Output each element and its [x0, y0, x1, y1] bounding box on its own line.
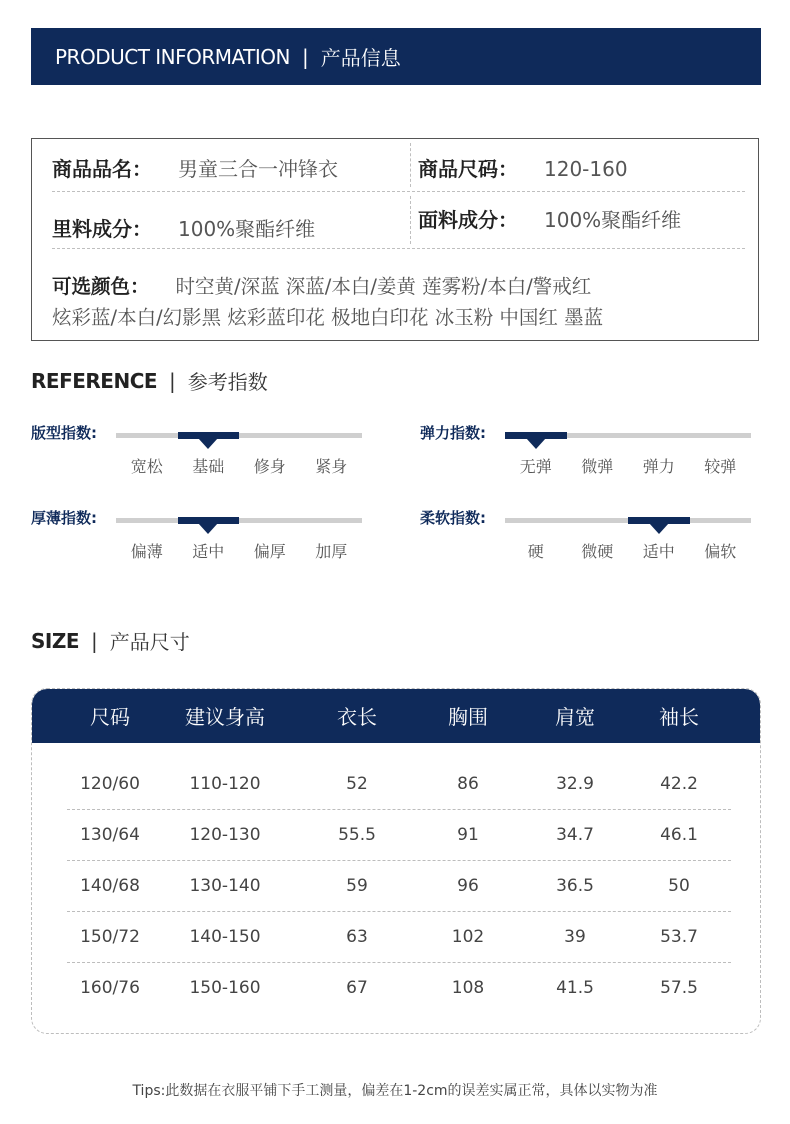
colors-label: 可选颜色： — [52, 275, 150, 298]
index-option: 弹力 — [642, 457, 675, 476]
cell-length: 63 — [346, 927, 368, 947]
cell-height: 110-120 — [189, 774, 261, 794]
product-info-table — [31, 138, 759, 341]
cell-length: 55.5 — [338, 825, 376, 845]
reference-separator: | — [169, 368, 176, 393]
product-name-label: 商品品名： — [52, 157, 152, 181]
cell-size: 130/64 — [80, 825, 140, 845]
fabric-value: 100%聚酯纤维 — [544, 208, 682, 232]
cell-height: 130-140 — [189, 876, 261, 896]
size-section-title — [31, 626, 190, 655]
table-row — [67, 759, 731, 810]
tips-note: Tips:此数据在衣服平铺下手工测量，偏差在1-2cm的误差实属正常，具体以实物为准 — [132, 1083, 658, 1099]
thickness-index — [31, 507, 371, 577]
cell-sleeve: 57.5 — [660, 978, 698, 998]
banner-title-en: PRODUCT INFORMATION — [55, 44, 290, 69]
index-option: 偏薄 — [130, 542, 163, 561]
fit-index — [31, 422, 371, 492]
index-option: 偏厚 — [253, 542, 286, 561]
index-track — [116, 433, 362, 438]
cell-length: 59 — [346, 876, 368, 896]
index-name: 版型指数: — [31, 424, 97, 442]
cell-sleeve: 46.1 — [660, 825, 698, 845]
index-option: 宽松 — [130, 457, 163, 476]
cell-shoulder: 36.5 — [556, 876, 594, 896]
cell-sleeve: 50 — [668, 876, 690, 896]
cell-height: 140-150 — [189, 927, 261, 947]
index-marker — [198, 438, 218, 449]
cell-length: 67 — [346, 978, 368, 998]
cell-length: 52 — [346, 774, 368, 794]
table-row — [67, 963, 731, 1013]
banner-title-cn: 产品信息 — [320, 46, 401, 70]
cell-shoulder: 34.7 — [556, 825, 594, 845]
index-option: 基础 — [192, 457, 225, 476]
product-size-label: 商品尺码： — [418, 157, 518, 181]
cell-chest: 108 — [451, 978, 485, 998]
lining-value: 100%聚酯纤维 — [178, 217, 316, 241]
info-divider — [410, 196, 411, 244]
header-chest: 胸围 — [448, 705, 488, 729]
fabric-label: 面料成分： — [418, 208, 518, 232]
product-size-cell — [418, 153, 628, 182]
index-option: 修身 — [253, 457, 286, 476]
elasticity-index — [420, 422, 760, 492]
lining-cell — [52, 213, 315, 242]
size-separator: | — [91, 628, 98, 653]
colors-line-1: 时空黄/深蓝 深蓝/本白/姜黄 莲雾粉/本白/警戒红 — [175, 275, 592, 298]
cell-shoulder: 39 — [564, 927, 586, 947]
reference-title-en: REFERENCE — [31, 368, 158, 393]
header-length: 衣长 — [337, 705, 377, 729]
cell-size: 120/60 — [80, 774, 140, 794]
index-option: 较弹 — [704, 457, 737, 476]
table-row — [67, 912, 731, 963]
index-track — [116, 518, 362, 523]
colors-line-2: 炫彩蓝/本白/幻影黑 炫彩蓝印花 极地白印花 冰玉粉 中国红 墨蓝 — [52, 306, 604, 329]
softness-index — [420, 507, 760, 577]
reference-section-title — [31, 366, 268, 395]
cell-height: 120-130 — [189, 825, 261, 845]
info-divider — [410, 143, 411, 187]
cell-sleeve: 42.2 — [660, 774, 698, 794]
index-name: 厚薄指数: — [31, 509, 97, 527]
size-table-header — [32, 689, 760, 743]
size-table — [31, 688, 761, 1034]
index-name: 柔软指数: — [420, 509, 486, 527]
size-title-cn: 产品尺寸 — [109, 630, 190, 654]
cell-chest: 102 — [451, 927, 485, 947]
cell-shoulder: 32.9 — [556, 774, 594, 794]
header-height: 建议身高 — [185, 705, 265, 729]
cell-size: 150/72 — [80, 927, 140, 947]
index-option: 微硬 — [581, 542, 614, 561]
index-option: 微弹 — [581, 457, 614, 476]
index-option: 偏软 — [704, 542, 737, 561]
index-option: 适中 — [192, 542, 225, 561]
index-marker — [526, 438, 546, 449]
header-shoulder: 肩宽 — [555, 705, 595, 729]
cell-sleeve: 53.7 — [660, 927, 698, 947]
fabric-cell — [418, 204, 681, 233]
cell-chest: 86 — [457, 774, 479, 794]
index-name: 弹力指数: — [420, 424, 486, 442]
size-title-en: SIZE — [31, 628, 80, 653]
index-option: 适中 — [642, 542, 675, 561]
product-info-banner — [31, 28, 761, 85]
cell-size: 140/68 — [80, 876, 140, 896]
available-colors — [52, 271, 603, 333]
index-marker — [649, 523, 669, 534]
header-size: 尺码 — [90, 705, 130, 729]
index-marker — [198, 523, 218, 534]
cell-height: 150-160 — [189, 978, 261, 998]
index-option: 紧身 — [315, 457, 348, 476]
banner-separator: | — [301, 44, 309, 69]
product-name-cell — [52, 153, 338, 182]
cell-chest: 96 — [457, 876, 479, 896]
lining-label: 里料成分： — [52, 217, 152, 241]
info-row-materials — [52, 192, 745, 249]
index-option: 硬 — [527, 542, 544, 561]
cell-shoulder: 41.5 — [556, 978, 594, 998]
info-row-name-size — [52, 139, 745, 192]
cell-chest: 91 — [457, 825, 479, 845]
product-size-value: 120-160 — [544, 157, 628, 181]
reference-title-cn: 参考指数 — [187, 370, 268, 394]
product-name-value: 男童三合一冲锋衣 — [178, 157, 338, 181]
cell-size: 160/76 — [80, 978, 140, 998]
table-row — [67, 810, 731, 861]
index-option: 加厚 — [315, 542, 348, 561]
header-sleeve: 袖长 — [659, 705, 699, 729]
table-row — [67, 861, 731, 912]
index-option: 无弹 — [519, 457, 552, 476]
